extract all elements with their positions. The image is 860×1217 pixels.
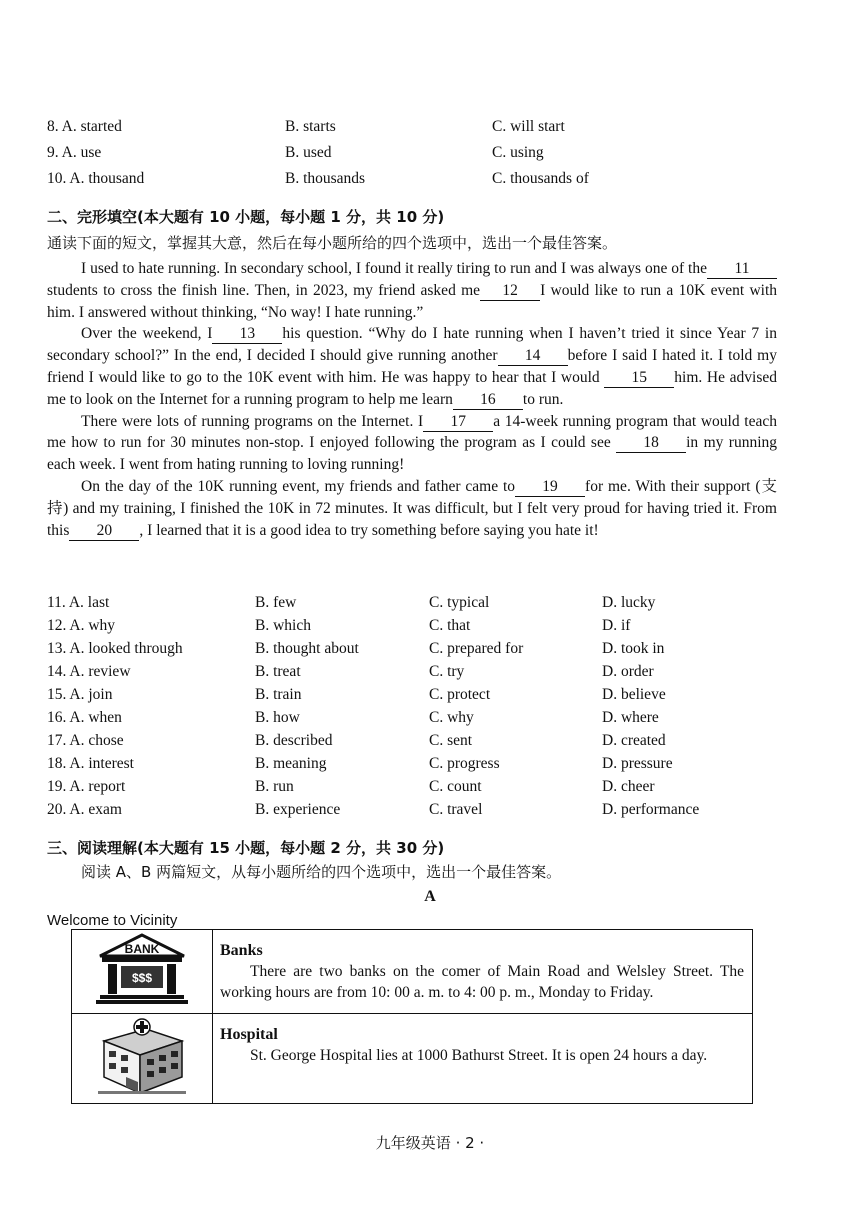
passage-title: Welcome to Vicinity [47,912,178,929]
option-c: C. will start [492,118,565,135]
question-8-options [47,118,647,140]
option-c: C. using [492,144,544,161]
vicinity-table [71,929,753,1104]
bank-icon-label: BANK [124,942,160,956]
bank-icon-sign: $$$ [131,971,153,985]
blank-20: 20 [69,522,139,541]
option-a: 10. A. thousand [47,170,145,187]
option-b: B. thousands [285,170,366,187]
hospital-cell [213,1014,753,1104]
banks-body: There are two banks on the comer of Main Road and Welsley Street. The working hours are from 10: 00 a. m. to 4: 00 p. m., Monday to Friday. [220,963,744,1001]
section-2-instruction: 通读下面的短文，掌握其大意，然后在每小题所给的四个选项中，选出一个最佳答案。 [47,234,618,252]
table-row [72,1014,753,1104]
blank-15: 15 [604,369,674,388]
question-18-options: 18. A. interest B. meaning C. progress D. pressure [47,755,673,772]
question-20-options: 20. A. exam B. experience C. travel D. performance [47,801,700,818]
banks-title: Banks [220,942,263,959]
question-9-options [47,144,647,166]
hospital-title: Hospital [220,1026,278,1043]
question-15-options: 15. A. join B. train C. protect D. believe [47,686,666,703]
blank-13: 13 [212,325,282,344]
blank-14: 14 [498,347,568,366]
section-3-heading: 三、阅读理解(本大题有 15 小题，每小题 2 分，共 30 分) [47,839,445,857]
cloze-passage [47,258,777,541]
option-b: B. starts [285,118,336,135]
passage-letter: A [424,888,436,905]
paragraph-2: Over the weekend, I 13 his question. “Why do I hate running when I haven’t tried it since Year 7 in secondary school?” In the end, I decided I should give running another 14 before I said I hated it. I told my friend I would like to go to the 10K event with him. He was happy to hear that I would 15 him. He advised me to look on the Internet for a running program to help me learn 16 to run. [47,325,777,408]
question-11-options: 11. A. last B. few C. typical D. lucky [47,594,656,611]
section-2-heading: 二、完形填空(本大题有 10 小题，每小题 1 分，共 10 分) [47,208,445,226]
option-b: B. used [285,144,332,161]
hospital-body: St. George Hospital lies at 1000 Bathurst Street. It is open 24 hours a day. [250,1047,708,1064]
question-14-options: 14. A. review B. treat C. try D. order [47,663,654,680]
hospital-icon-cell [72,1014,213,1104]
paragraph-3: There were lots of running programs on the Internet. I 17 a 14-week running program that would teach me how to run for 30 minutes non-stop. I enjoyed following the program as I could see 18 in my running each week. I went from hating running to loving running! [47,412,777,474]
question-16-options: 16. A. when B. how C. why D. where [47,709,659,726]
blank-17: 17 [423,413,493,432]
question-19-options: 19. A. report B. run C. count D. cheer [47,778,655,795]
option-a: 8. A. started [47,118,122,135]
question-13-options: 13. A. looked through B. thought about C. prepared for D. took in [47,640,665,657]
page-footer: 九年级英语 · 2 · [375,1134,485,1152]
bank-icon-cell [72,930,213,1014]
table-row [72,930,753,1014]
hospital-icon [90,1015,194,1097]
option-a: 9. A. use [47,144,102,161]
option-c: C. thousands of [492,170,589,187]
question-17-options: 17. A. chose B. described C. sent D. created [47,732,666,749]
paragraph-1: I used to hate running. In secondary school, I found it really tiring to run and I was always one of the 11students to cross the finish line. Then, in 2023, my friend asked me 12 I would like to run a 10K event with him. I answered without thinking, “No way! I hate running.” [47,260,777,321]
bank-icon [92,932,192,1006]
blank-19: 19 [515,478,585,497]
section-3-instruction: 阅读 A、B 两篇短文，从每小题所给的四个选项中，选出一个最佳答案。 [81,863,562,881]
blank-12: 12 [480,282,540,301]
blank-16: 16 [453,391,523,410]
banks-cell [213,930,753,1014]
question-10-options [47,170,647,192]
paragraph-4: On the day of the 10K running event, my friends and father came to 19 for me. With their support (支持) and my training, I finished the 10K in 72 minutes. It was difficult, but I felt very proud for having tried it. From this 20 , I learned that it is a good idea to try something before saying you hate it! [47,477,778,539]
blank-18: 18 [616,434,686,453]
question-12-options: 12. A. why B. which C. that D. if [47,617,631,634]
blank-11: 11 [707,260,777,279]
